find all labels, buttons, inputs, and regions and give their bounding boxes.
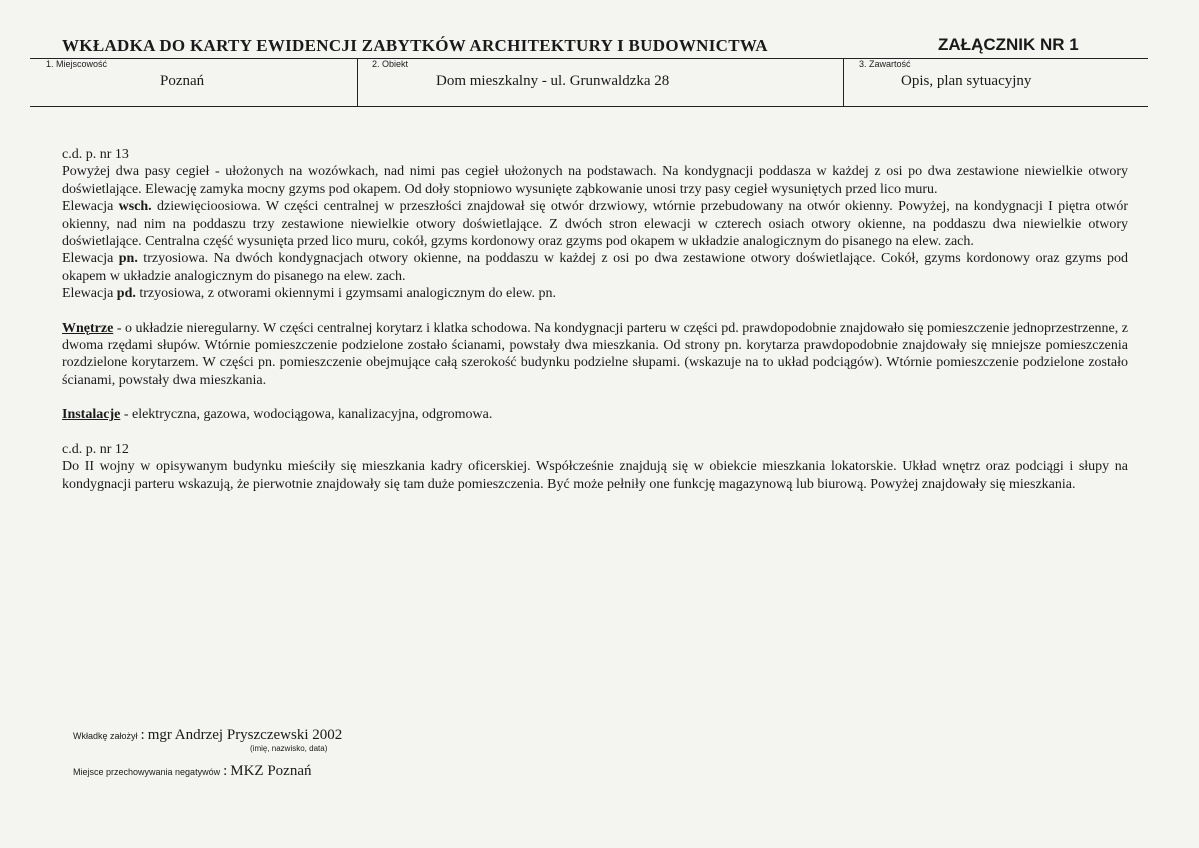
field-label-contents: 3. Zawartość	[859, 59, 911, 69]
footer-storage: Miejsce przechowywania negatywów : MKZ Poznań	[73, 763, 312, 779]
paragraph-history: Do II wojny w opisywanym budynku mieściły się mieszkania kadry oficerskiej. Współcześnie znajdują się w obiekcie mieszkania lokatorskie. Układ wnętrz oraz podciągi i słupy na kondygnacji parteru wskazują, że pierwotnie znajdowały się tam duże pomieszczenia. Być może pełniły one funkcję magazynową lub biurową. Powyżej znajdowały się mieszkania.	[62, 459, 1128, 492]
storage-label: Miejsce przechowywania negatywów	[73, 767, 221, 777]
author-sublabel: (imię, nazwisko, data)	[250, 744, 328, 753]
heading-interior: Wnętrze	[62, 320, 114, 336]
continuation-ref-12: c.d. p. nr 12	[62, 441, 129, 457]
header-divider-2	[843, 58, 844, 106]
continuation-ref-13: c.d. p. nr 13	[62, 147, 129, 162]
footer-author: Wkładkę założył : mgr Andrzej Pryszczewski 2002	[73, 727, 343, 743]
annex-number: ZAŁĄCZNIK NR 1	[938, 35, 1079, 54]
header-divider-1	[357, 58, 358, 106]
author-label: Wkładkę założył	[73, 731, 138, 741]
label-south: pd.	[116, 286, 136, 302]
paragraph-installations: Instalacje - elektryczna, gazowa, wodociągowa, kanalizacyjna, odgromowa.	[62, 407, 493, 423]
field-label-locality: 1. Miejscowość	[46, 59, 108, 69]
paragraph-east-elevation: Elewacja wsch. dziewięcioosiowa. W części centralnej w przeszłości znajdował się otwór drzwiowy, wtórnie przebudowany na otwór okienny. Powyżej, na kondygnacji I piętra otwór okienny, nad nim na poddaszu trzy zestawione niewielkie otwory doświetlające. Z dwóch stron elewacji w czterech osiach otwory okienne, na poddaszu dwa niewielkie otwory doświetlające. Centralna część wysunięta przed lico muru, cokół, gzyms kordonowy oraz gzyms pod okapem w układzie analogicznym do pisanego na elew. zach.	[62, 199, 1129, 250]
spacer	[62, 424, 1128, 441]
paragraph-interior: Wnętrze - o układzie nieregularny. W części centralnej korytarz i klatka schodowa. Na kondygnacji parteru w części pd. prawdopodobnie znajdowało się pomieszczenie jednoprzestrzenne, z dwoma rzędami słupów. Wtórnie pomieszczenie podzielone zostało ścianami, powstały dwa mieszkania. Od strony pn. korytarza prawdopodobnie znajdowały się mniejsze pomieszczenia rozdzielone korytarzem. W części pn. pomieszczenie obejmujące całą szerokość budynku podzielne słupami. (wskazuje na to układ podciągów). Wtórnie pomieszczenie podzielone zostało ścianami, powstały dwa mieszkania.	[62, 320, 1128, 388]
description-body	[62, 146, 1128, 493]
label-east: wsch.	[118, 199, 152, 215]
spacer	[62, 303, 1128, 320]
document-title: WKŁADKA DO KARTY EWIDENCJI ZABYTKÓW ARCHITEKTURY I BUDOWNICTWA	[62, 36, 768, 55]
heading-installations: Instalacje	[62, 407, 121, 423]
storage-value: MKZ Poznań	[230, 763, 312, 779]
author-value: mgr Andrzej Pryszczewski 2002	[147, 727, 343, 743]
header-bottom-rule	[30, 106, 1148, 107]
spacer	[62, 389, 1128, 406]
field-value-locality: Poznań	[160, 73, 205, 89]
paragraph-brick-bands: Powyżej dwa pasy cegieł - ułożonych na wozówkach, nad nimi pas cegieł ułożonych na podstawach. Na kondygnacji poddasza w każdej z osi po dwa zestawione niewielkie otwory doświetlające. Elewację zamyka mocny gzyms pod okapem. Od doły stopniowo wysunięte ząbkowanie unosi trzy pasy cegieł wysuniętych przed lico muru.	[62, 164, 1128, 197]
label-north: pn.	[118, 251, 138, 267]
field-value-contents: Opis, plan sytuacyjny	[901, 73, 1032, 89]
field-value-object: Dom mieszkalny - ul. Grunwaldzka 28	[436, 73, 670, 89]
field-label-object: 2. Obiekt	[372, 59, 409, 69]
paragraph-south-elevation: Elewacja pd. trzyosiowa, z otworami okiennymi i gzymsami analogicznym do elew. pn.	[62, 286, 557, 302]
header-top-rule	[30, 58, 1148, 59]
paragraph-north-elevation: Elewacja pn. trzyosiowa. Na dwóch kondygnacjach otwory okienne, na poddaszu w każdej z osi po dwa zestawione otwory doświetlające. Cokół, gzyms kordonowy oraz gzyms pod okapem w układzie analogicznym do pisanego na elew. zach.	[62, 251, 1128, 284]
